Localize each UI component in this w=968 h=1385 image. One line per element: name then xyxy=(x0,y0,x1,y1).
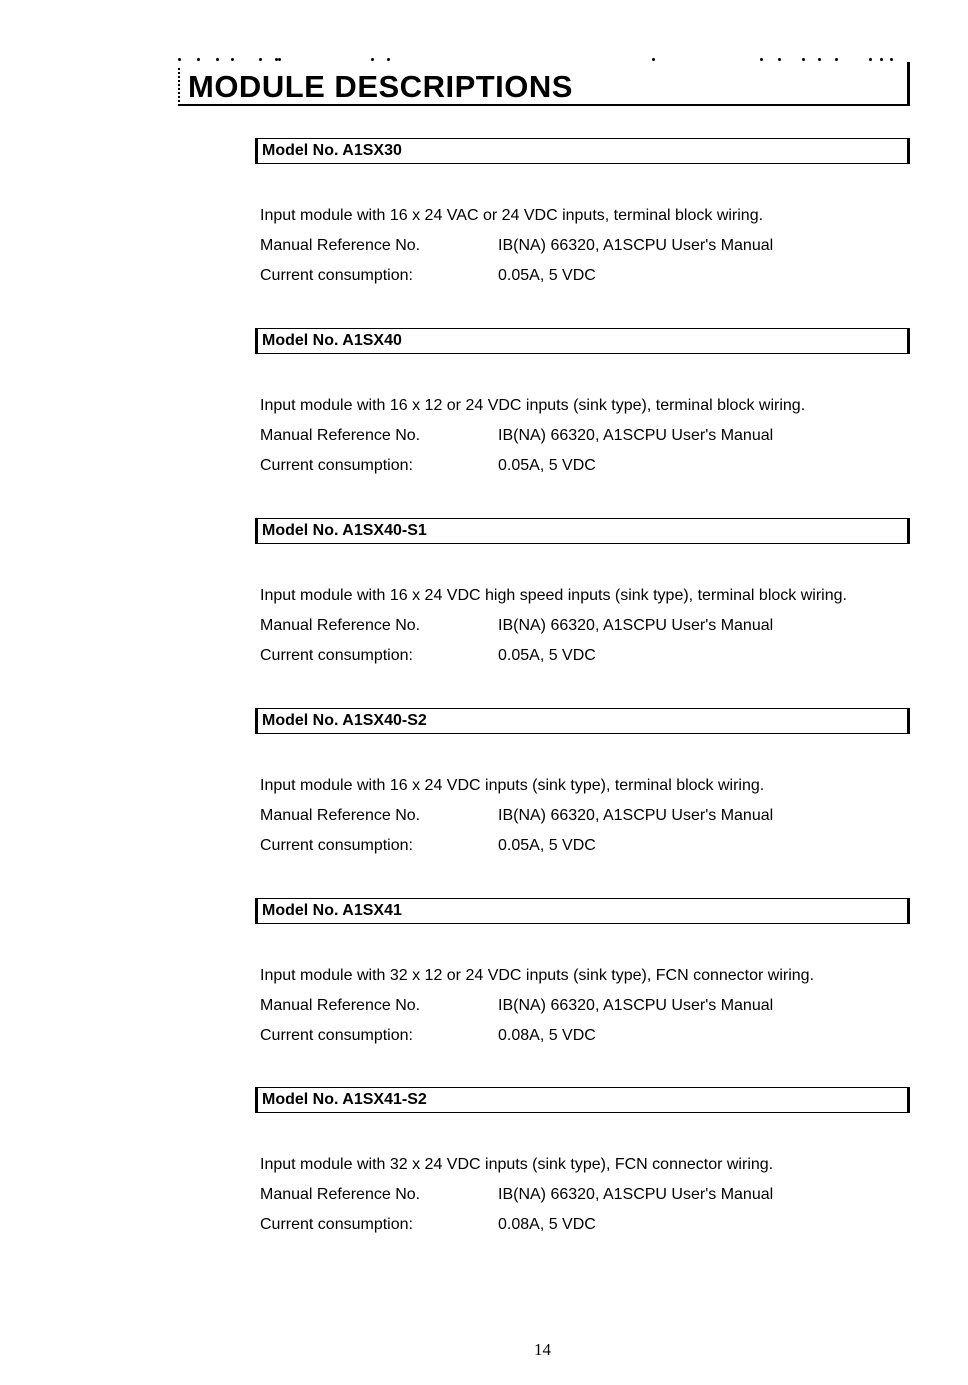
model-number: Model No. A1SX41-S2 xyxy=(262,1091,427,1108)
model-header-box xyxy=(255,898,910,924)
model-number: Model No. A1SX30 xyxy=(262,142,402,159)
model-header-box xyxy=(255,708,910,734)
current-consumption-value: 0.05A, 5 VDC xyxy=(498,837,596,854)
manual-reference-value: IB(NA) 66320, A1SCPU User's Manual xyxy=(498,997,774,1014)
model-number: Model No. A1SX41 xyxy=(262,902,402,919)
current-consumption-label: Current consumption: xyxy=(260,1216,413,1233)
current-consumption-value: 0.08A, 5 VDC xyxy=(498,1027,596,1044)
model-header-box xyxy=(255,1087,910,1113)
current-consumption-value: 0.05A, 5 VDC xyxy=(498,647,596,664)
current-consumption-label: Current consumption: xyxy=(260,267,413,284)
current-consumption-value: 0.05A, 5 VDC xyxy=(498,457,596,474)
manual-reference-label: Manual Reference No. xyxy=(260,807,421,824)
module-description: Input module with 32 x 24 VDC inputs (sink type), FCN connector wiring. xyxy=(260,1156,774,1173)
manual-reference-label: Manual Reference No. xyxy=(260,617,421,634)
current-consumption-value: 0.08A, 5 VDC xyxy=(498,1216,596,1233)
current-consumption-label: Current consumption: xyxy=(260,647,413,664)
page-title: MODULE DESCRIPTIONS xyxy=(188,69,573,104)
manual-reference-label: Manual Reference No. xyxy=(260,237,421,254)
manual-reference-label: Manual Reference No. xyxy=(260,997,421,1014)
model-number: Model No. A1SX40-S1 xyxy=(262,522,427,539)
current-consumption-label: Current consumption: xyxy=(260,1027,413,1044)
model-number: Model No. A1SX40 xyxy=(262,332,402,349)
current-consumption-label: Current consumption: xyxy=(260,837,413,854)
model-header-box xyxy=(255,328,910,354)
page-title-left-mark xyxy=(178,68,183,102)
module-description: Input module with 16 x 12 or 24 VDC inputs (sink type), terminal block wiring. xyxy=(260,397,806,414)
manual-reference-value: IB(NA) 66320, A1SCPU User's Manual xyxy=(498,237,774,254)
module-description: Input module with 16 x 24 VDC high speed inputs (sink type), terminal block wiring. xyxy=(260,587,847,604)
page-number: 14 xyxy=(534,1340,551,1359)
module-description: Input module with 32 x 12 or 24 VDC inputs (sink type), FCN connector wiring. xyxy=(260,967,815,984)
module-description: Input module with 16 x 24 VAC or 24 VDC inputs, terminal block wiring. xyxy=(260,207,764,224)
current-consumption-value: 0.05A, 5 VDC xyxy=(498,267,596,284)
manual-reference-label: Manual Reference No. xyxy=(260,1186,421,1203)
model-header-box xyxy=(255,138,910,164)
manual-reference-label: Manual Reference No. xyxy=(260,427,421,444)
model-header-box xyxy=(255,518,910,544)
manual-reference-value: IB(NA) 66320, A1SCPU User's Manual xyxy=(498,427,774,444)
manual-reference-value: IB(NA) 66320, A1SCPU User's Manual xyxy=(498,1186,774,1203)
manual-reference-value: IB(NA) 66320, A1SCPU User's Manual xyxy=(498,807,774,824)
module-description: Input module with 16 x 24 VDC inputs (sink type), terminal block wiring. xyxy=(260,777,765,794)
manual-reference-value: IB(NA) 66320, A1SCPU User's Manual xyxy=(498,617,774,634)
model-number: Model No. A1SX40-S2 xyxy=(262,712,427,729)
current-consumption-label: Current consumption: xyxy=(260,457,413,474)
